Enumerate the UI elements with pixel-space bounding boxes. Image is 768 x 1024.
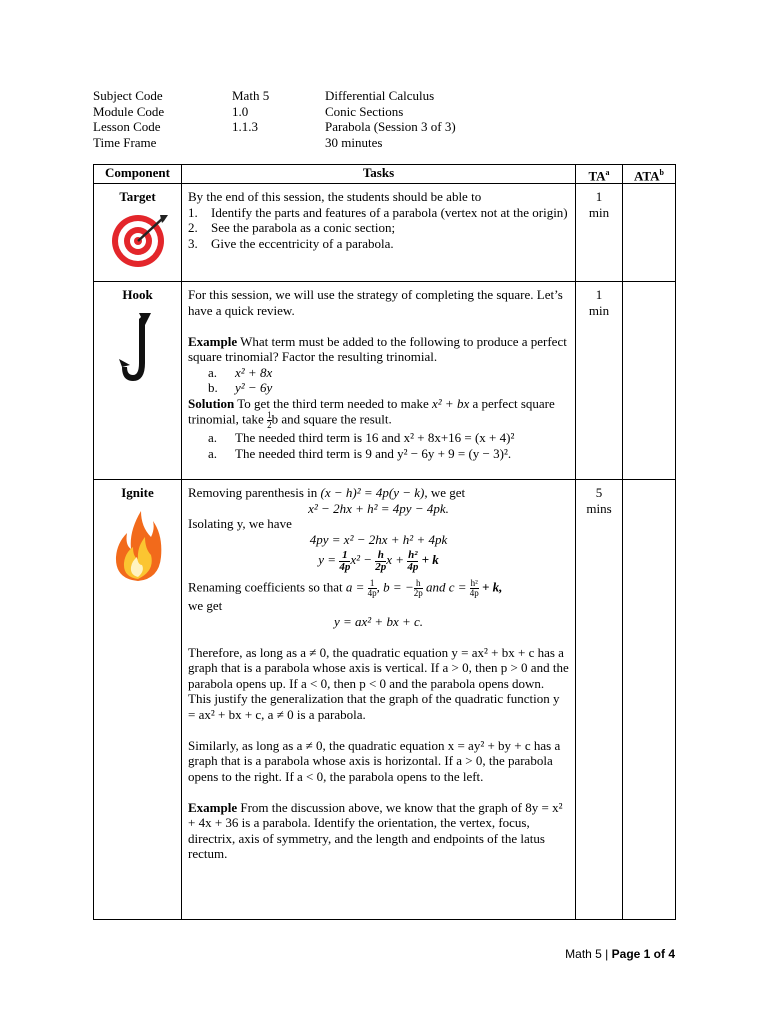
equation-3: y = $\frac{1}{4p}$ x² − $\frac{h}{2p}$ x + $\frac{\text{h²}}{4p}$ + k — [318, 548, 439, 573]
list-item: a. The needed third term is 9 and y² − 6y + 9 = (y − 3)². — [208, 445, 512, 461]
table-header-row — [94, 165, 676, 184]
component-hook: Hook — [94, 282, 182, 480]
ata-hook — [623, 282, 676, 480]
hook-icon — [118, 309, 158, 389]
tasks-ignite: Removing parenthesis in (x − h)² = 4p(y − k), we get x² − 2hx + h² = 4py − 4pk. Isolating y, we have 4py = x² − 2hx + h² + 4pk y = $\frac{1}{4p}$ x² − $\frac{h}{2p}$ x + $\frac{\text{h²}}{4p}$ + k Renaming coefficients so that a = $\frac{1}{4p}$ , b = − $\frac{h}{2p}$ and c = $\frac{\text{h²}}{4p}$ + k, we get y = ax² + bx + c. Therefore, as long as a ≠ 0, the quadratic equation y = ax² + bx + c has a graph that is a parabola whose axis is vertical. If a > 0, then p > 0 and the parabola opens up. If a < 0, then p < 0 and the parabola opens down. This justify the generalization that the graph of the quadratic function y = ax² + bx + c, a ≠ 0 is a parabola. Similarly, as long as a ≠ 0, the quadratic equation x = ay² + by + c has a graph that is a parabola whose axis is horizontal. If a > 0, the parabola opens to the right. If a < 0, the parabola opens to the left. Example From the discussion above, we know that the graph of 8y = x² + 4x + 36 is a parabola. Identify the orientation, the vertex, focus, directrix, axis of symmetry, and the length and endpoints of the latus rectum. — [182, 480, 576, 920]
lesson-meta — [93, 88, 456, 150]
header-tasks: Tasks — [182, 165, 576, 184]
header-ta: $TA^a$ — [576, 165, 623, 184]
hook-example: Example What term must be added to the following to produce a perfect square trinomial? Factor the resulting trinomial. — [188, 333, 567, 365]
list-item: 2. See the parabola as a conic section; — [188, 220, 396, 236]
ta-hook: 1 min — [576, 282, 623, 480]
list-item: 1. Identify the parts and features of a parabola (vertex not at the origin) — [188, 204, 568, 220]
tasks-target: By the end of this session, the students should be able to 1. Identify the parts and features of a parabola (vertex not at the origin) 2. See the parabola as a conic section; 3. Give the eccentricity of a parabola. — [182, 184, 576, 282]
meta-row-module: Module Code 1.0 Conic Sections — [93, 103, 404, 119]
lesson-table — [93, 164, 676, 920]
meta-row-timeframe: Time Frame 30 minutes — [93, 134, 383, 150]
component-ignite: Ignite — [94, 480, 182, 920]
header-ata: ATA$^b$ — [623, 165, 676, 184]
rename-line: Renaming coefficients so that a = $\frac{1}{4p}$ , b = − $\frac{h}{2p}$ and c = $\frac{\text{h²}}{4p}$ + k, — [188, 578, 503, 599]
ta-target: 1 min — [576, 184, 623, 282]
equation-4: y = ax² + bx + c. — [333, 613, 424, 629]
header-component: Component — [94, 165, 182, 184]
equation-2: 4py = x² − 2hx + h² + 4pk — [309, 531, 448, 547]
target-icon — [106, 211, 170, 269]
row-target — [94, 184, 676, 282]
row-ignite — [94, 480, 676, 920]
meta-row-lesson: Lesson Code 1.1.3 Parabola (Session 3 of 3) — [93, 119, 456, 134]
page-footer: Math 5 | Page 1 of 4 — [565, 947, 675, 961]
list-item: b. y² − 6y — [208, 380, 273, 396]
paragraph-vertical: Therefore, as long as a ≠ 0, the quadratic equation y = ax² + bx + c has a graph that is a parabola whose axis is vertical. If a > 0, then p > 0 and the parabola opens up. If a < 0, then p < 0 and the parabola opens down. This justify the generalization that the graph of the quadratic function y = ax² + bx + c, a ≠ 0 is a parabola. — [188, 644, 569, 722]
list-item: a. The needed third term is 16 and x² + 8x+16 = (x + 4)² — [208, 430, 515, 446]
component-target: Target — [94, 184, 182, 282]
ata-target — [623, 184, 676, 282]
fire-icon — [111, 507, 165, 583]
ta-ignite: 5 mins — [576, 480, 623, 920]
equation-1: x² − 2hx + h² = 4py − 4pk. — [308, 500, 449, 516]
row-hook — [94, 282, 676, 480]
list-item: 3. Give the eccentricity of a parabola. — [188, 235, 394, 251]
hook-solution: Solution To get the third term needed to make x² + bx a perfect square trinomial, take $\frac{1}{2}$ b and square the result. — [188, 395, 555, 431]
paragraph-horizontal: Similarly, as long as a ≠ 0, the quadratic equation x = ay² + by + c has a graph that is a parabola whose axis is horizontal. If a > 0, the parabola opens to the right. If a < 0, the parabola opens to the left. — [188, 737, 561, 784]
ignite-example: Example From the discussion above, we know that the graph of 8y = x² + 4x + 36 is a parabola. Identify the orientation, the vertex, focus, directrix, axis of symmetry, and the length and endpoints of the latus rectum. — [188, 799, 563, 862]
list-item: a. x² + 8x — [208, 364, 273, 380]
meta-row-subject: Subject Code Math 5 Differential Calculus — [93, 88, 435, 103]
ata-ignite — [623, 480, 676, 920]
tasks-hook: For this session, we will use the strategy of completing the square. Let’s have a quick review. Example What term must be added to the following to produce a perfect square trinomial? Factor the resulting trinomial. a. x² + 8x b. y² − 6y Solution To get the third term needed to make x² + bx a perfect square trinomial, take $\frac{1}{2}$ b and square the result. a. The needed third term is 16 and x² + 8x+16 = (x + 4)² a. The needed third term is 9 and y² − 6y + 9 = (y − 3)². — [182, 282, 576, 480]
